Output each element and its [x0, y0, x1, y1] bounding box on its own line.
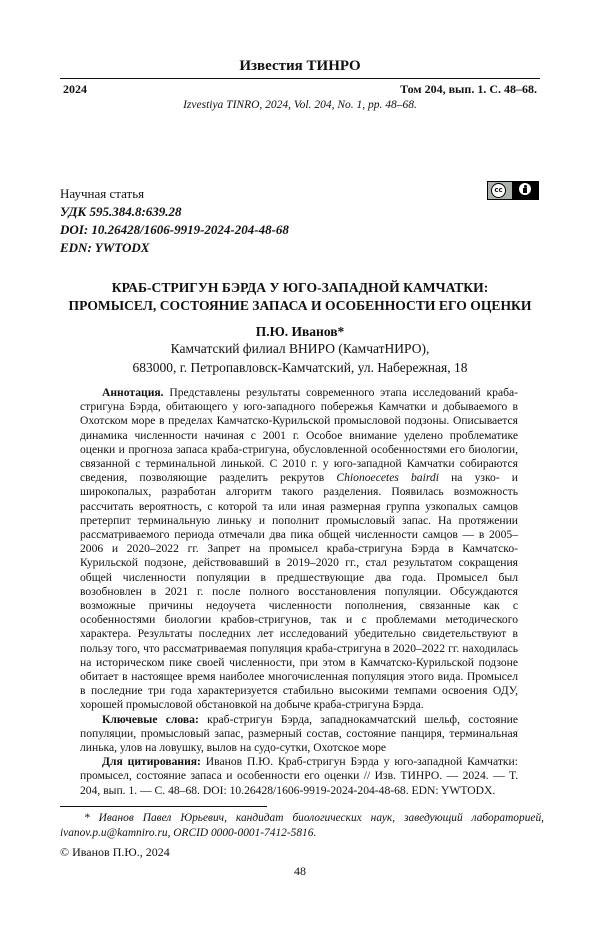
title-line-2: ПРОМЫСЕЛ, СОСТОЯНИЕ ЗАПАСА И ОСОБЕННОСТИ ЕГО ОЦЕНКИ: [68, 298, 532, 313]
page-number: 48: [294, 864, 306, 878]
cc-by-icon[interactable]: [487, 181, 539, 200]
author-footnote: * Иванов Павел Юрьевич, кандидат биологических наук, заведующий лабораторией, ivanov.p.u@kamniro.ru, ORCID 0000-0001-7412-5816.: [60, 812, 544, 839]
issue-volume: Том 204, вып. 1. С. 48–68.: [400, 82, 537, 96]
cc-logo: cc: [491, 183, 506, 198]
citation-text: Иванов П.Ю. Краб-стригун Бэрда у юго-западной Камчатки: промысел, состояние запаса и особенности его оценки // Изв. ТИНРО. — 2024. — Т. 204, вып. 1. — С. 48–68. DOI: 10.26428/1606-9919-2024-204-48-68. EDN: YWTODX.: [80, 755, 518, 797]
abstract-label: Аннотация.: [102, 386, 164, 399]
abstract-text-1: Представлены результаты современного этапа исследований краба-стригуна Бэрда, обитающего у юго-западного побережья Камчатки и добываемого в Охотском море в пределах Камчатско-Курильской промысловой подзоны. Описывается динамика численности начиная с 2001 г. Особое внимание уделено проблематике оценки и прогноза запаса краба-стригуна, обусловленной особенностями его биологии, связанной с терминальной линькой. С 2010 г. у юго-западной Камчатки собираются сведения, позволяющие разделить рекрутов: [80, 386, 518, 485]
abstract-paragraph: [80, 386, 518, 713]
issue-year: 2024: [63, 82, 87, 96]
author-name: П.Ю. Иванов*: [255, 324, 345, 339]
journal-title: Известия ТИНРО: [239, 58, 361, 74]
doi-code: DOI: 10.26428/1606-9919-2024-204-48-68: [60, 222, 289, 237]
abstract-text-2: на узко- и широкопалых, разработан алгоритм такого разделения. Появилась возможность рассчитать вероятность, с которой та или иная размерная группа узкопалых самцов претерпит терминальную линьку и пополнит промысловый запас. На протяжении рассматриваемого периода отмечали два пика общей численности самцов — в 2005–2006 и 2020–2022 гг. Запрет на промысел краба-стригуна Бэрда в Камчатско-Курильской подзоне, действовавший в 2019–2020 гг., стал результатом сокращения общей численности популяции в предшествующие два года. Промысел был возобновлен в 2021 г. после полного восстановления популяции. Обсуждаются возможные причины недоучета численности пополнения, связанные как с особенностями биологии крабов-стригунов, так и с проблемами методического характера. Результаты последних лет исследований убедительно свидетельствуют в пользу того, что рассматриваемая популяция краба-стригуна в 2020–2022 гг. находилась на историческом пике своей численности, при этом в Камчатско-Курильской подзоне обитает в настоящее время наиболее многочисленная популяция этого вида. Промысел в последние три года характеризуется стабильно высокими темпами освоения ОДУ, хорошей промысловой обстановкой на добыче краба-стригуна Бэрда.: [80, 471, 519, 712]
keywords-text: краб-стригун Бэрда, западнокамчатский шельф, состояние популяции, промысловый запас, размерный состав, состояние панциря, терминальная линька, улов на ловушку, вылов на судо-сутки, Охотское море: [80, 712, 518, 755]
edn-code: EDN: YWTODX: [60, 240, 150, 255]
copyright: © Иванов П.Ю., 2024: [60, 845, 170, 859]
keywords-label: Ключевые слова:: [102, 712, 199, 726]
citation-label: Для цитирования:: [102, 755, 201, 769]
citation-paragraph: [80, 755, 518, 798]
article-type: Научная статья: [60, 186, 145, 201]
abstract-block: [80, 386, 518, 798]
article-title: [40, 279, 560, 315]
affiliation-line-1: Камчатский филиал ВНИРО (КамчатНИРО),: [170, 341, 430, 356]
udk-code: УДК 595.384.8:639.28: [60, 204, 182, 219]
affiliation-line-2: 683000, г. Петропавловск-Камчатский, ул. Набережная, 18: [132, 360, 468, 375]
title-line-1: КРАБ-СТРИГУН БЭРДА У ЮГО-ЗАПАДНОЙ КАМЧАТКИ:: [111, 280, 489, 295]
by-section: [512, 182, 538, 199]
attribution-icon: [519, 183, 531, 195]
footnote-divider: [60, 806, 267, 807]
species-name: Chionoecetes bairdi: [336, 471, 439, 485]
english-citation: Izvestiya TINRO, 2024, Vol. 204, No. 1, pp. 48–68.: [183, 99, 417, 111]
header-divider: [60, 78, 540, 79]
keywords-paragraph: [80, 713, 518, 756]
